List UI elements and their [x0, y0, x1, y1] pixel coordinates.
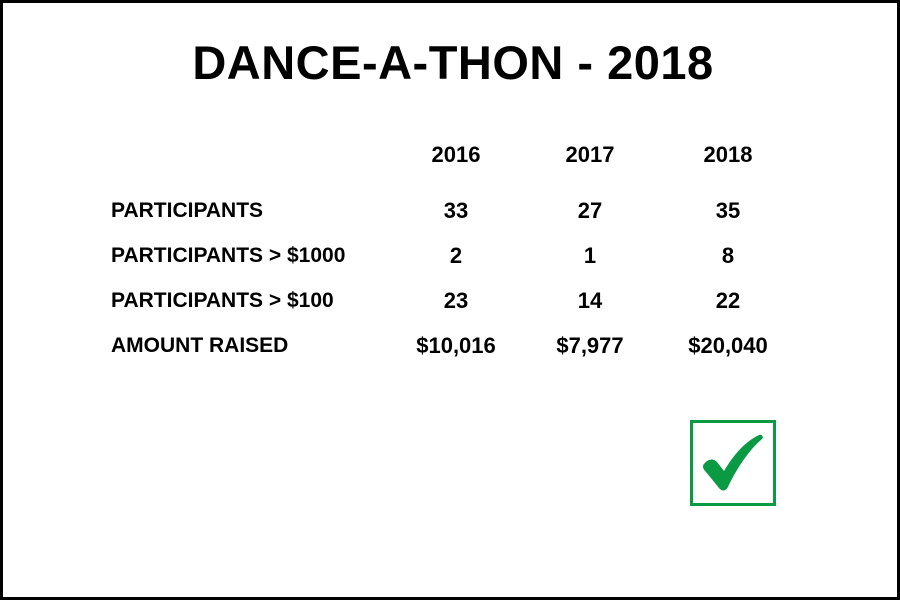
row-label-participants: PARTICIPANTS: [111, 199, 264, 222]
table-cell: 23: [443, 288, 469, 313]
table-cell: 22: [715, 288, 741, 313]
row-label-participants-over-1000: PARTICIPANTS > $1000: [111, 244, 346, 267]
checkbox[interactable]: [690, 420, 776, 506]
table-cell: $10,016: [416, 333, 496, 358]
table-cell: $20,040: [688, 333, 768, 358]
table-cell: 35: [715, 198, 741, 223]
table-cell: 8: [721, 243, 735, 268]
table-cell: 27: [577, 198, 603, 223]
checkmark-icon: [693, 423, 773, 503]
page-title: DANCE-A-THON - 2018: [192, 36, 714, 89]
row-label-amount-raised: AMOUNT RAISED: [111, 334, 289, 357]
table-cell: 1: [583, 243, 597, 268]
table-cell: $7,977: [556, 333, 624, 358]
row-label-participants-over-100: PARTICIPANTS > $100: [111, 289, 334, 312]
column-header-2016: 2016: [431, 142, 481, 167]
table-cell: 14: [577, 288, 603, 313]
table-cell: 33: [443, 198, 469, 223]
column-header-2017: 2017: [565, 142, 615, 167]
column-header-2018: 2018: [703, 142, 753, 167]
table-cell: 2: [449, 243, 463, 268]
